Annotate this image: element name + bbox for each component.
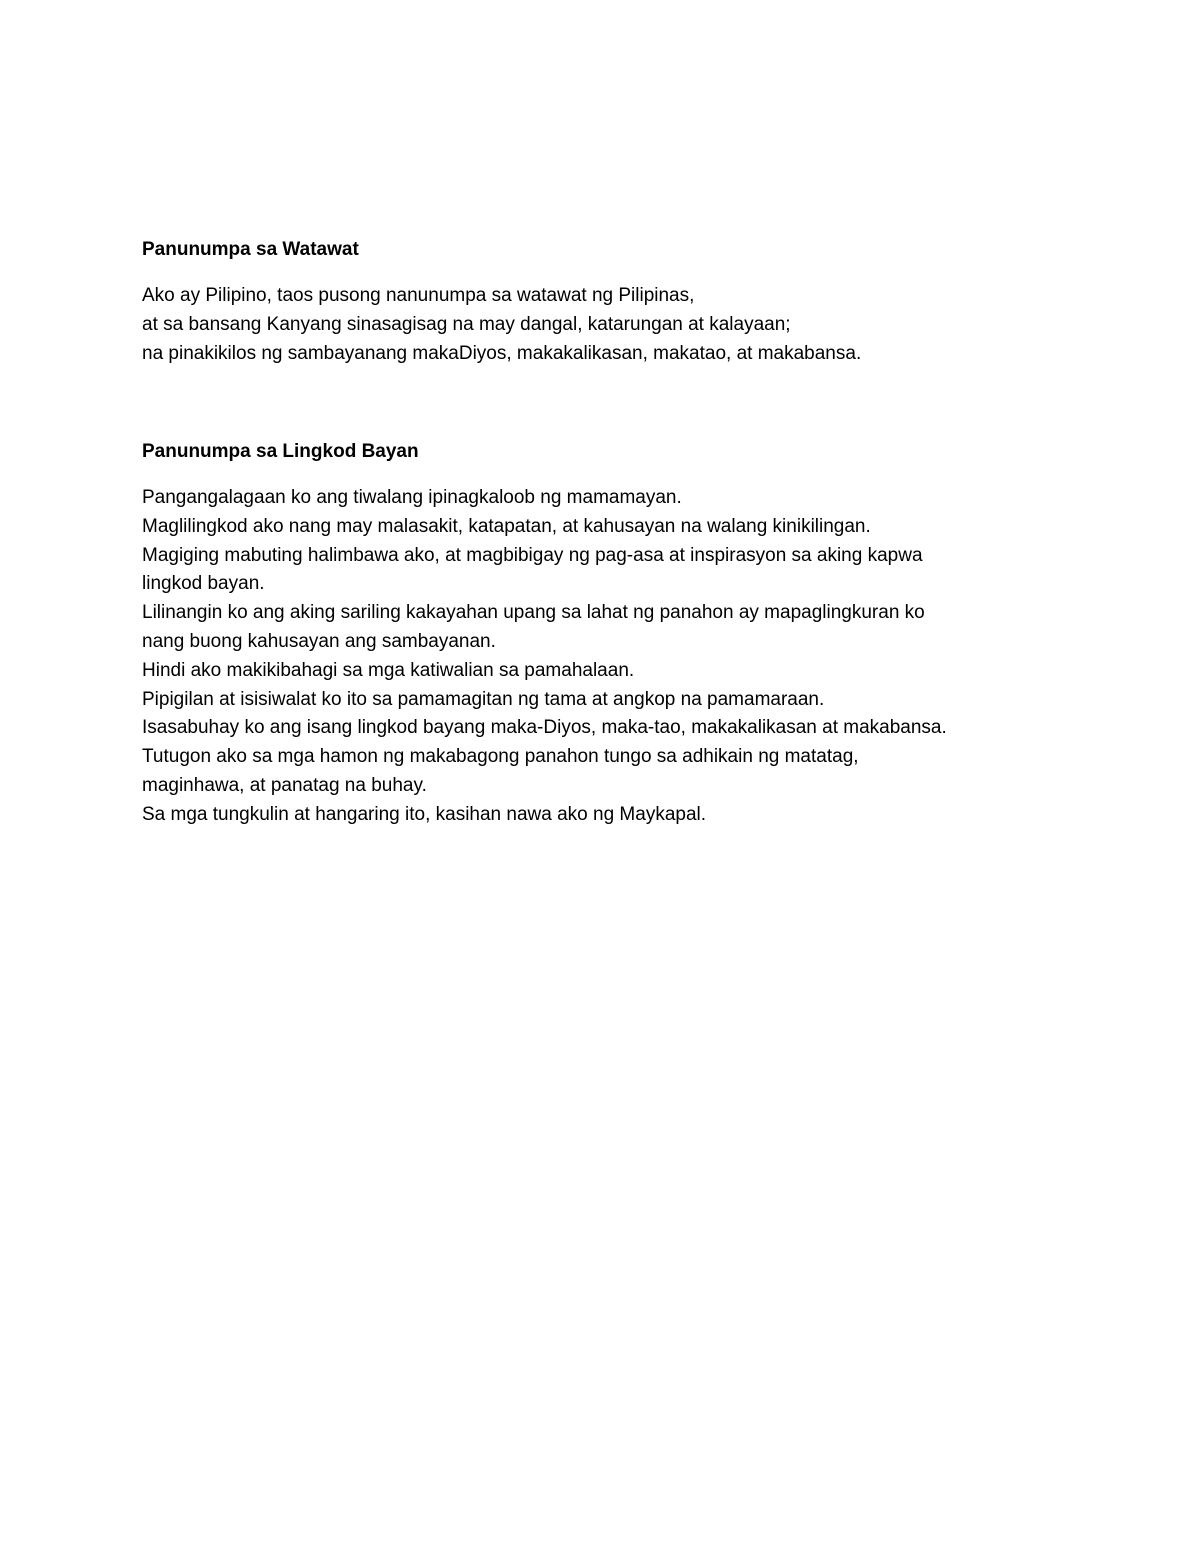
body-line: nang buong kahusayan ang sambayanan. xyxy=(142,630,496,652)
body-line: na pinakikilos ng sambayanang makaDiyos, makakalikasan, makatao, at makabansa. xyxy=(142,342,862,364)
document-content xyxy=(142,236,1042,830)
body-line: Maglilingkod ako nang may malasakit, katapatan, at kahusayan na walang kinikilingan. xyxy=(142,515,871,537)
body-line: maginhawa, at panatag na buhay. xyxy=(142,774,427,796)
body-line: Pangangalagaan ko ang tiwalang ipinagkaloob ng mamamayan. xyxy=(142,487,682,508)
section-panunumpa-watawat xyxy=(142,236,1042,410)
section-panunumpa-lingkod-bayan xyxy=(142,438,1042,830)
body-line: at sa bansang Kanyang sinasagisag na may dangal, katarungan at kalayaan; xyxy=(142,313,791,335)
body-line: Pipigilan at isisiwalat ko ito sa pamamagitan ng tama at angkop na pamamaraan. xyxy=(142,688,825,710)
section-body xyxy=(142,282,1042,368)
body-line: Hindi ako makikibahagi sa mga katiwalian sa pamahalaan. xyxy=(142,659,635,681)
body-line: Isasabuhay ko ang isang lingkod bayang maka-Diyos, maka-tao, makakalikasan at makabansa. xyxy=(142,717,947,739)
section-heading: Panunumpa sa Lingkod Bayan xyxy=(142,441,419,462)
body-line: Ako ay Pilipino, taos pusong nanunumpa sa watawat ng Pilipinas, xyxy=(142,285,695,306)
section-heading: Panunumpa sa Watawat xyxy=(142,239,359,260)
body-line: Magiging mabuting halimbawa ako, at magbibigay ng pag-asa at inspirasyon sa aking kapwa xyxy=(142,544,923,566)
body-line: lingkod bayan. xyxy=(142,573,265,595)
body-line: Tutugon ako sa mga hamon ng makabagong panahon tungo sa adhikain ng matatag, xyxy=(142,746,859,768)
section-body xyxy=(142,484,1042,830)
body-line: Lilinangin ko ang aking sariling kakayahan upang sa lahat ng panahon ay mapaglingkuran ko xyxy=(142,602,925,624)
body-line: Sa mga tungkulin at hangaring ito, kasihan nawa ako ng Maykapal. xyxy=(142,803,707,825)
